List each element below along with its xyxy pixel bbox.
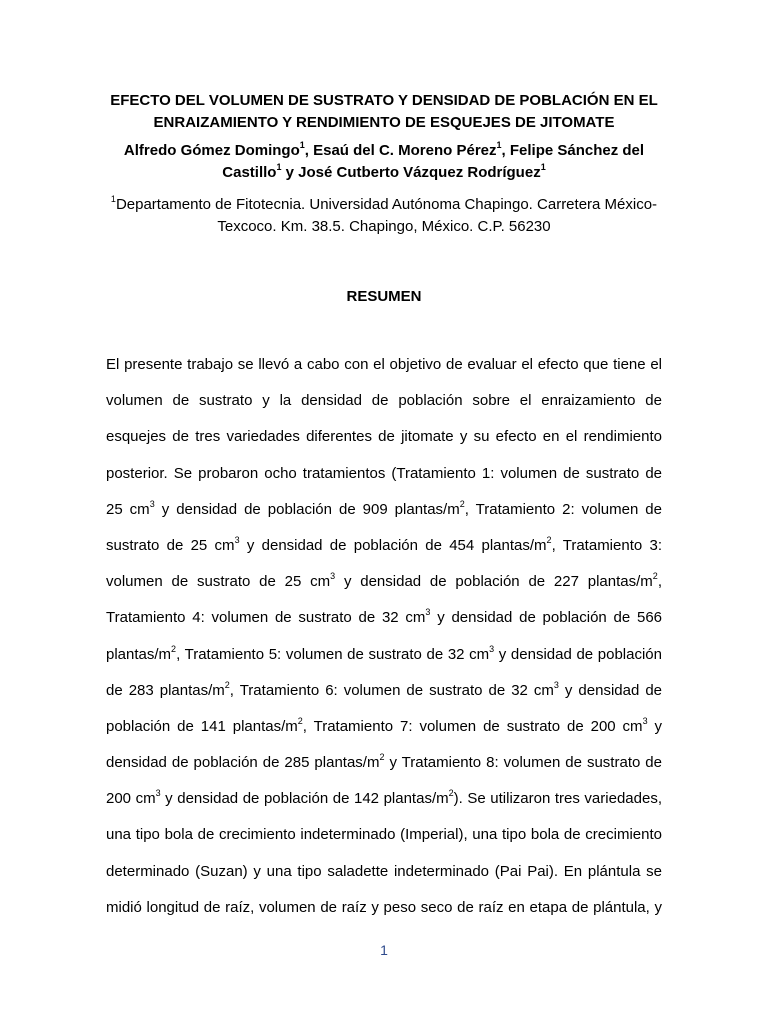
- text-segment: y densidad de: [558, 681, 663, 699]
- abstract-line: [106, 637, 662, 673]
- text-segment: plantas/m: [106, 645, 172, 663]
- superscript: 2: [546, 534, 552, 545]
- text-segment: y densidad de población de 566: [430, 609, 662, 627]
- author-2: , Esaú del C. Moreno Pérez: [304, 142, 497, 159]
- superscript: 3: [155, 788, 161, 799]
- text-segment: Tratamiento 4: volumen de sustrato de 32 cm: [106, 609, 426, 627]
- abstract-line: determinado (Suzan) y una tipo saladette indeterminado (Pai Pai). En plántula se: [106, 862, 662, 880]
- abstract-line: [106, 745, 662, 781]
- abstract-line: El presente trabajo se llevó a cabo con el objetivo de evaluar el efecto que tiene el: [106, 356, 662, 373]
- text-segment: , Tratamiento 5: volumen de sustrato de 32 cm: [176, 645, 490, 663]
- affiliation: [96, 194, 672, 238]
- text-segment: y: [647, 717, 663, 735]
- abstract-line: una tipo bola de crecimiento indeterminado (Imperial), una tipo bola de crecimiento: [106, 826, 662, 844]
- author-3-affiliation-mark: 1: [276, 162, 282, 172]
- superscript: 2: [171, 643, 177, 654]
- text-segment: y densidad de población de 142 plantas/m: [160, 790, 449, 808]
- text-segment: sustrato de 25 cm: [106, 536, 235, 554]
- superscript: 2: [379, 752, 385, 763]
- superscript: 2: [448, 788, 454, 799]
- superscript: 3: [489, 643, 495, 654]
- text-segment: 200 cm: [106, 790, 156, 808]
- superscript: 3: [553, 679, 559, 690]
- abstract-line: volumen de sustrato y la densidad de población sobre el enraizamiento de: [106, 392, 662, 410]
- author-list: [90, 140, 678, 184]
- text-segment: densidad de población de 285 plantas/m: [106, 754, 380, 772]
- text-segment: 25 cm: [106, 500, 150, 518]
- abstract-line: midió longitud de raíz, volumen de raíz y peso seco de raíz en etapa de plántula, y: [106, 898, 662, 916]
- text-segment: ). Se utilizaron tres variedades,: [453, 790, 662, 808]
- text-segment: y densidad de población de 909 plantas/m: [154, 500, 460, 518]
- superscript: 3: [330, 571, 336, 582]
- author-4-affiliation-mark: 1: [540, 162, 546, 172]
- title-line-2: ENRAIZAMIENTO Y RENDIMIENTO DE ESQUEJES DE JITOMATE: [153, 114, 615, 131]
- superscript: 2: [459, 498, 465, 509]
- affiliation-line-2: Texcoco. Km. 38.5. Chapingo, México. C.P. 56230: [217, 218, 551, 235]
- title-line-1: EFECTO DEL VOLUMEN DE SUSTRATO Y DENSIDAD DE POBLACIÓN EN EL: [110, 92, 658, 109]
- superscript: 3: [642, 715, 648, 726]
- abstract-line: posterior. Se probaron ocho tratamientos (Tratamiento 1: volumen de sustrato de: [106, 464, 662, 482]
- superscript: 2: [224, 679, 230, 690]
- superscript: 3: [425, 607, 431, 618]
- abstract-line: [106, 673, 662, 709]
- abstract-line: [106, 528, 662, 564]
- superscript: 2: [297, 715, 303, 726]
- abstract-line: [106, 600, 662, 636]
- abstract-line: [106, 709, 662, 745]
- superscript: 3: [234, 534, 240, 545]
- text-segment: , Tratamiento 7: volumen de sustrato de 200 cm: [302, 717, 643, 735]
- superscript: 2: [652, 571, 658, 582]
- affiliation-mark: 1: [110, 194, 116, 204]
- page-number: 1: [380, 942, 388, 958]
- text-segment: de 283 plantas/m: [106, 681, 225, 699]
- abstract-line: esquejes de tres variedades diferentes de jitomate y su efecto en el rendimiento: [106, 428, 662, 446]
- abstract-body: [106, 347, 662, 926]
- author-1-affiliation-mark: 1: [299, 140, 305, 150]
- text-segment: y Tratamiento 8: volumen de sustrato de: [384, 754, 662, 772]
- text-segment: , Tratamiento 6: volumen de sustrato de 32 cm: [229, 681, 554, 699]
- author-1: Alfredo Gómez Domingo: [123, 142, 300, 159]
- text-segment: , Tratamiento 2: volumen de: [464, 500, 662, 518]
- text-segment: población de 141 plantas/m: [106, 717, 298, 735]
- text-segment: y densidad de población de 454 plantas/m: [239, 536, 547, 554]
- author-3-cont: Castillo: [222, 164, 277, 181]
- text-segment: y densidad de población de 227 plantas/m: [335, 573, 653, 591]
- abstract-line: [106, 564, 662, 600]
- paper-title: [90, 90, 678, 134]
- text-segment: volumen de sustrato de 25 cm: [106, 573, 331, 591]
- author-3: , Felipe Sánchez del: [501, 142, 645, 159]
- superscript: 3: [149, 498, 155, 509]
- text-segment: y densidad de población: [494, 645, 662, 663]
- author-4: y José Cutberto Vázquez Rodríguez: [281, 164, 541, 181]
- author-2-affiliation-mark: 1: [496, 140, 502, 150]
- abstract-line: [106, 492, 662, 528]
- abstract-line: [106, 781, 662, 817]
- text-segment: ,: [657, 573, 662, 591]
- affiliation-line-1: Departamento de Fitotecnia. Universidad Autónoma Chapingo. Carretera México-: [115, 196, 658, 213]
- section-heading: RESUMEN: [346, 288, 422, 305]
- text-segment: , Tratamiento 3:: [551, 536, 662, 554]
